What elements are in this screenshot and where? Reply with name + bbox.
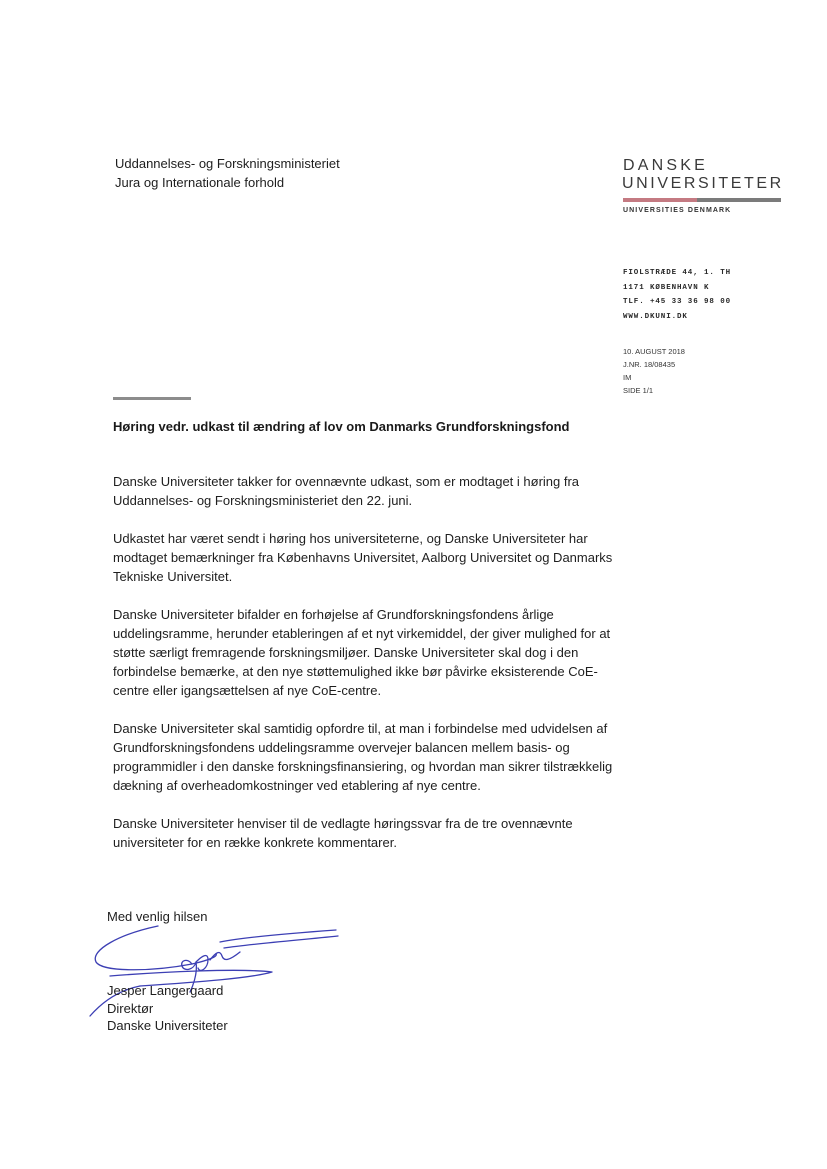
address-block — [623, 266, 731, 324]
subject-rule — [113, 397, 191, 400]
logo-tagline: UNIVERSITIES DENMARK — [623, 207, 732, 214]
subject-heading: Høring vedr. udkast til ændring af lov om Danmarks Grundforskningsfond — [113, 419, 570, 434]
recipient-block — [115, 154, 340, 192]
sender-org: Danske Universiteter — [107, 1018, 228, 1033]
paragraph-3: Danske Universiteter bifalder en forhøjelse af Grundforskningsfondens årlige uddelingsramme, herunder etableringen af et nyt virkemiddel, der giver mulighed for at støtte særligt fremragende forskningsmiljøer. Danske Universiteter skal dog i den forbindelse bemærke, at den nye støttemulighed ikke bør påvirke eksisterende CoE-centre eller igangsættelsen af nye CoE-centre. — [113, 607, 611, 698]
address-phone: TLF. +45 33 36 98 00 — [623, 298, 732, 306]
meta-page: SIDE 1/1 — [623, 386, 654, 395]
address-city: 1171 KØBENHAVN K — [623, 283, 710, 292]
paragraph-5: Danske Universiteter henviser til de vedlagte høringssvar fra de tre ovennævnte universiteter for en række konkrete kommentarer. — [113, 816, 573, 850]
logo-bar-accent — [623, 198, 697, 202]
sender-name: Jesper Langergaard — [107, 983, 224, 998]
letter-body — [113, 472, 625, 871]
meta-initials: IM — [623, 373, 632, 382]
meta-date: 10. AUGUST 2018 — [623, 347, 685, 356]
recipient-line-2: Jura og Internationale forhold — [115, 175, 285, 190]
meta-block — [623, 345, 685, 397]
paragraph-4: Danske Universiteter skal samtidig opfordre til, at man i forbindelse med udvidelsen af Grundforskningsfondens uddelingsramme overvejer balancen mellem basis- og programmidler i den danske forskningsfinansiering, og hvordan man sikrer tilstrækkelig dækning af overheadomkostninger ved etablering af nye centre. — [113, 721, 613, 793]
logo-bar-grey — [697, 198, 781, 202]
meta-journal: J.NR. 18/08435 — [623, 360, 676, 369]
closing-greeting: Med venlig hilsen — [107, 909, 208, 924]
sender-title: Direktør — [107, 1000, 154, 1016]
logo-line-2: UNIVERSITETER — [622, 175, 784, 192]
address-street: FIOLSTRÆDE 44, 1. TH — [623, 269, 732, 277]
paragraph-1: Danske Universiteter takker for ovennævnte udkast, som er modtaget i høring fra Uddannelses- og Forskningsministeriet den 22. juni. — [113, 474, 580, 508]
sender-block — [107, 982, 228, 1035]
logo-line-1: DANSKE — [623, 157, 708, 174]
paragraph-2: Udkastet har været sendt i høring hos universiteterne, og Danske Universiteter har modtaget bemærkninger fra Københavns Universitet, Aalborg Universitet og Danmarks Tekniske Universitet. — [113, 531, 613, 584]
recipient-line-1: Uddannelses- og Forskningsministeriet — [115, 156, 340, 171]
address-web: WWW.DKUNI.DK — [623, 312, 688, 321]
logo-bar — [623, 198, 781, 202]
